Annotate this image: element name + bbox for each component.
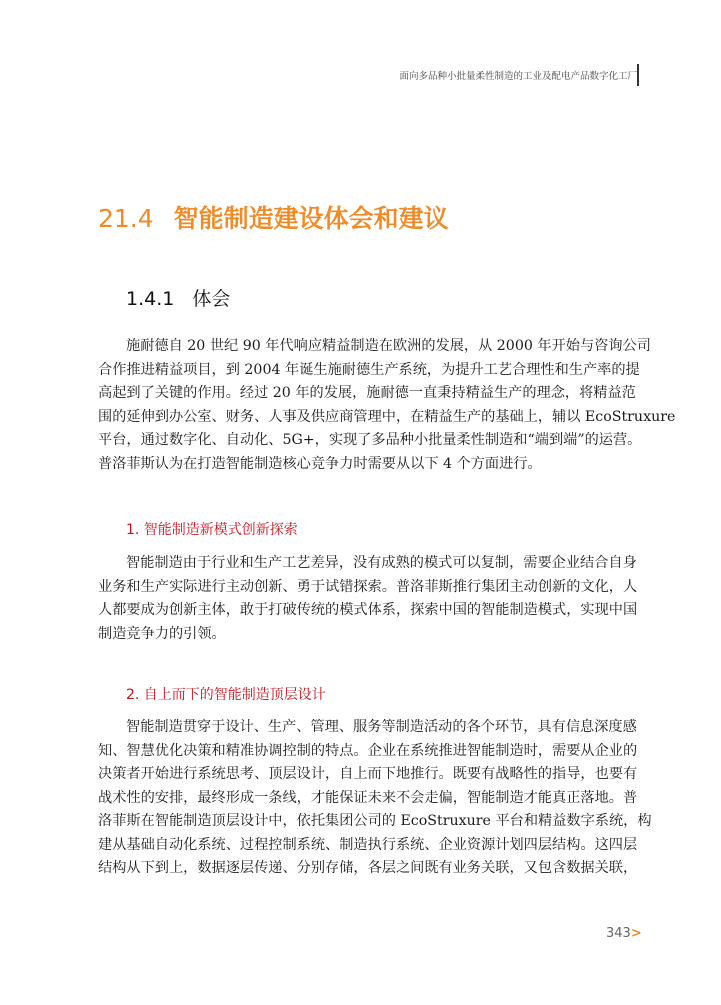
paragraph-line: 普洛菲斯认为在打造智能制造核心竞争力时需要从以下 4 个方面进行。 bbox=[98, 455, 542, 472]
paragraph-line: 平台，通过数字化、自动化、5G+，实现了多品种小批量柔性制造和“端到端”的运营。 bbox=[98, 432, 642, 448]
paragraph-line: 决策者开始进行系统思考、顶层设计，自上而下地推行。既要有战略性的指导，也要有 bbox=[98, 766, 638, 782]
section-title bbox=[126, 284, 230, 311]
paragraph-line: 合作推进精益项目，到 2004 年诞生施耐德生产系统，为提升工艺合理性和生产率的提 bbox=[98, 361, 640, 378]
subsection-heading-2: 2. 自上而下的智能制造顶层设计 bbox=[126, 687, 326, 703]
intro-paragraph bbox=[98, 335, 676, 476]
chapter-title bbox=[98, 199, 449, 235]
paragraph-line: 洛菲斯在智能制造顶层设计中，依托集团公司的 EcoStruxure 平台和精益数字系统，构 bbox=[98, 813, 652, 829]
chevron-right-icon: > bbox=[630, 926, 642, 941]
page-number bbox=[606, 926, 642, 941]
subsection-1-paragraph bbox=[98, 552, 638, 646]
paragraph-line: 智能制造由于行业和生产工艺差异，没有成熟的模式可以复制，需要企业结合自身 bbox=[126, 555, 637, 571]
section-title-text: 体会 bbox=[192, 288, 231, 310]
paragraph-line: 知、智慧优化决策和精准协调控制的特点。企业在系统推进智能制造时，需要从企业的 bbox=[98, 742, 638, 759]
paragraph-line: 人都要成为创新主体，敢于打破传统的模式体系，探索中国的智能制造模式，实现中国 bbox=[98, 602, 638, 618]
chapter-title-text: 智能制造建设体会和建议 bbox=[173, 204, 449, 233]
paragraph-line: 制造竞争力的引领。 bbox=[98, 625, 226, 642]
paragraph-line: 战术性的安排，最终形成一条线，才能保证未来不会走偏，智能制造才能真正落地。普 bbox=[98, 789, 638, 806]
page-number-value: 343 bbox=[606, 926, 631, 941]
section-number: 1.4.1 bbox=[126, 288, 175, 310]
paragraph-line: 高起到了关键的作用。经过 20 年的发展，施耐德一直秉持精益生产的理念，将精益范 bbox=[98, 385, 636, 401]
header-divider bbox=[637, 64, 639, 86]
paragraph-line: 结构从下到上，数据逐层传递、分别存储，各层之间既有业务关联，又包含数据关联， bbox=[98, 860, 638, 876]
paragraph-line: 围的延伸到办公室、财务、人事及供应商管理中，在精益生产的基础上，辅以 EcoStruxure bbox=[98, 408, 676, 425]
paragraph-line: 业务和生产实际进行主动创新、勇于试错探索。普洛菲斯推行集团主动创新的文化，人 bbox=[98, 578, 638, 595]
chapter-number: 21.4 bbox=[98, 204, 154, 233]
subsection-heading-1: 1. 智能制造新模式创新探索 bbox=[126, 522, 298, 538]
paragraph-line: 智能制造贯穿于设计、生产、管理、服务等制造活动的各个环节，具有信息深度感 bbox=[126, 719, 637, 735]
paragraph-line: 建从基础自动化系统、过程控制系统、制造执行系统、企业资源计划四层结构。这四层 bbox=[98, 836, 638, 853]
paragraph-line: 施耐德自 20 世纪 90 年代响应精益制造在欧洲的发展，从 2000 年开始与咨询公司 bbox=[126, 338, 651, 354]
subsection-2-paragraph bbox=[98, 716, 652, 881]
running-header: 面向多品种小批量柔性制造的工业及配电产品数字化工厂 bbox=[399, 71, 637, 82]
